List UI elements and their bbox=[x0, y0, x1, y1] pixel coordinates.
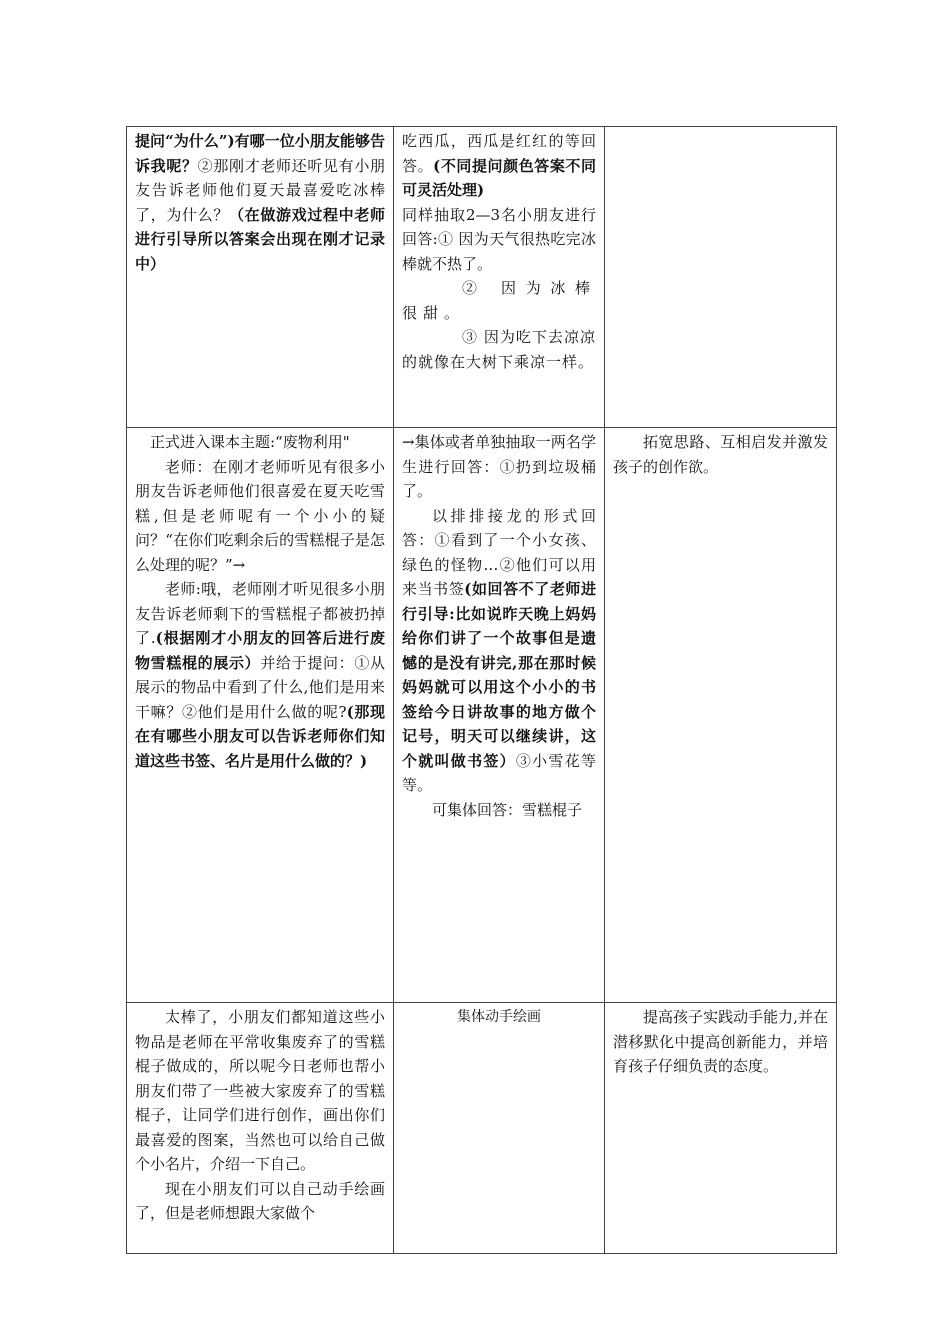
cell-text: ③小雪花等等。 bbox=[402, 751, 596, 794]
cell-text: 吃西瓜，西瓜是红红的等回答。 bbox=[402, 132, 596, 175]
lesson-plan-table bbox=[126, 126, 837, 1254]
table-row bbox=[127, 127, 837, 428]
cell-text: (那现在有哪些小朋友可以告诉老师你们知道这些书签、名片是用什么做的？) bbox=[135, 702, 385, 770]
cell-text: 集体动手绘画 bbox=[457, 1009, 541, 1025]
cell-text: （在做游戏过程中老师进行引导所以答案会出现在刚才记录中） bbox=[135, 205, 385, 273]
cell-text: (如回答不了老师进行引导:比如说昨天晚上妈妈给你们讲了一个故事但是遗憾的是没有讲完,那在那时候妈妈就可以用这个小小的书签给今日讲故事的地方做个记号，明天可以继续讲，这个就叫做书签） bbox=[402, 580, 596, 770]
cell-text: 提问“为什么”)有哪一位小朋友能够告诉我呢？ bbox=[135, 132, 385, 175]
cell-text: ②那刚才老师还听见有小朋友告诉老师他们夏天最喜爱吃冰棒了，为什么？ bbox=[135, 156, 385, 224]
design-intent-cell bbox=[605, 127, 837, 428]
student-activity-cell bbox=[394, 428, 605, 1003]
cell-text: 老师：在刚才老师听见有很多小朋友告诉老师他们很喜爱在夏天吃雪糕,但是老师呢有一个小小的疑问？“在你们吃剩余后的雪糕棍子是怎么处理的呢？”→ bbox=[135, 457, 385, 574]
cell-text: 同样抽取2—3名小朋友进行回答:① 因为天气很热吃完冰棒就不热了。 bbox=[402, 205, 596, 273]
cell-text: ③ 因为吃下去凉凉的就像在大树下乘凉一样。 bbox=[402, 328, 596, 371]
student-activity-cell bbox=[394, 127, 605, 428]
cell-text: (不同提问颜色答案不同可灵活处理) bbox=[402, 156, 596, 199]
design-intent-cell bbox=[605, 1003, 837, 1254]
teacher-activity-cell bbox=[127, 127, 394, 428]
cell-text: 拓宽思路、互相启发并激发孩子的创作欲。 bbox=[613, 433, 828, 476]
cell-text: →集体或者单独抽取一两名学生进行回答：①扔到垃圾桶了。 bbox=[402, 433, 596, 500]
cell-text: 可集体回答：雪糕棍子 bbox=[432, 800, 583, 819]
table-row bbox=[127, 428, 837, 1003]
cell-text: 并给于提问：①从展示的物品中看到了什么,他们是用来干嘛？②他们是用什么做的呢? bbox=[135, 653, 385, 721]
cell-text: 正式进入课本主题:“废物利用" bbox=[150, 433, 350, 451]
cell-text: 以排排接龙的形式回答：①看到了一个小女孩、绿色的怪物…②他们可以用来当书签 bbox=[402, 506, 596, 598]
cell-text: 太棒了，小朋友们都知道这些小物品是老师在平常收集废弃了的雪糕棍子做成的，所以呢今日老师也帮小朋友们带了一些被大家废弃了的雪糕棍子，让同学们进行创作，画出你们最喜爱的图案，当然也可以给自己做个小名片，介绍一下自己。 bbox=[135, 1008, 385, 1173]
cell-text: 老师:哦，老师刚才听见很多小朋友告诉老师剩下的雪糕棍子都被扔掉了. bbox=[135, 580, 385, 647]
teacher-activity-cell bbox=[127, 428, 394, 1003]
cell-text: ② 因为冰棒很甜。 bbox=[402, 279, 596, 322]
student-activity-cell bbox=[394, 1003, 605, 1254]
table-row bbox=[127, 1003, 837, 1254]
cell-text: 提高孩子实践动手能力,并在潜移默化中提高创新能力，并培育孩子仔细负责的态度。 bbox=[613, 1008, 828, 1075]
cell-text: (根据刚才小朋友的回答后进行废物雪糕棍的展示） bbox=[135, 629, 385, 672]
cell-text: 现在小朋友们可以自己动手绘画了，但是老师想跟大家做个 bbox=[135, 1179, 385, 1222]
design-intent-cell bbox=[605, 428, 837, 1003]
teacher-activity-cell bbox=[127, 1003, 394, 1254]
